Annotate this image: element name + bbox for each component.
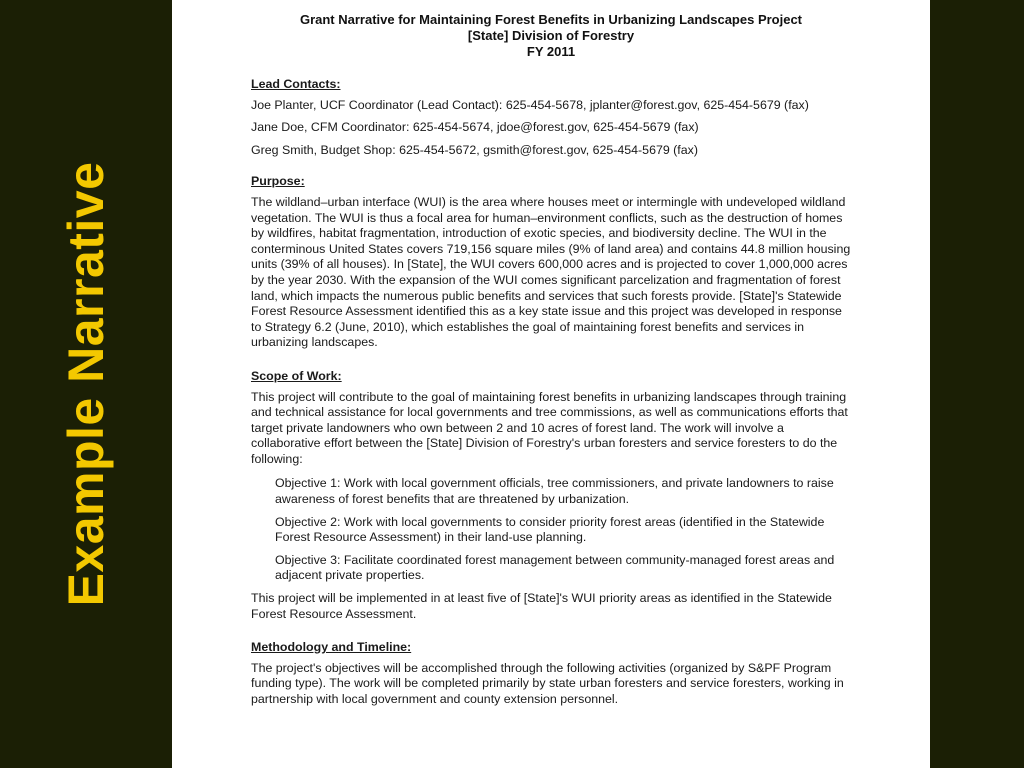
document-agency: [State] Division of Forestry: [467, 28, 635, 43]
document-fiscal-year: FY 2011: [526, 44, 576, 59]
scope-heading: Scope of Work:: [251, 368, 342, 383]
purpose-heading: Purpose:: [251, 174, 305, 189]
methodology-heading: Methodology and Timeline:: [251, 640, 412, 655]
right-margin-band: [930, 0, 1024, 768]
purpose-text: The wildland–urban interface (WUI) is the area where houses meet or intermingle with undeveloped wildland vegetation. The WUI is thus a focal area for human–environment conflicts, such as the destruction of homes by wildfires, habitat fragmentation, introduction of exotic species, and biodiversity decline. The WUI in the conterminous United States covers 719,156 square miles (9% of land area) and contains 44.8 million housing units (39% of all houses). In [State], the WUI covers 600,000 acres and is projected to cover 1,000,000 acres by the year 2030. With the expansion of the WUI comes significant parcelization and fragmentation of forest land, which impacts the numerous public benefits and services that such forests provide. [State]'s Statewide Forest Resource Assessment identified this as a key state issue and this project was developed in response to Strategy 6.2 (June, 2010), which establishes the goal of maintaining forest benefits and services in urbanizing landscapes.: [251, 194, 851, 350]
scope-closing: This project will be implemented in at least five of [State]'s WUI priority areas as identified in the Statewide Forest Resource Assessment.: [251, 591, 832, 621]
methodology-text: The project's objectives will be accomplished through the following activities (organized by S&PF Program funding type). The work will be completed primarily by state urban foresters and service foresters, working in partnership with local government and county extension personnel.: [251, 660, 844, 706]
document-title: Grant Narrative for Maintaining Forest Benefits in Urbanizing Landscapes Project: [299, 12, 803, 27]
lead-contacts-heading: Lead Contacts:: [251, 77, 341, 91]
document-body: [251, 77, 851, 717]
slide-title-band: [0, 0, 172, 768]
objective-item: Objective 3: Facilitate coordinated forest management between community-managed forest areas and adjacent private properties.: [275, 552, 835, 583]
objective-item: Objective 1: Work with local government officials, tree commissioners, and private landowners to raise awareness of forest benefits that are threatened by urbanization.: [275, 476, 834, 507]
scope-intro: This project will contribute to the goal of maintaining forest benefits in urbanizing landscapes through training and technical assistance for local governments and tree commissions, as well as communications efforts that target private landowners who own between 2 and 10 acres of forest land. The work will involve a collaborative effort between the [State] Division of Forestry's urban foresters and service foresters to do the following:: [251, 389, 848, 466]
objective-item: Objective 2: Work with local governments to consider priority forest areas (identified in the Statewide Forest Resource Assessment) in their land-use planning.: [275, 514, 825, 545]
contact-line: Joe Planter, UCF Coordinator (Lead Contact): 625-454-5678, jplanter@forest.gov, 625-454-5679 (fax): [251, 97, 809, 112]
slide-title: Example Narrative: [58, 161, 114, 607]
contact-line: Greg Smith, Budget Shop: 625-454-5672, gsmith@forest.gov, 625-454-5679 (fax): [251, 142, 698, 157]
document-page: [172, 0, 930, 768]
contact-line: Jane Doe, CFM Coordinator: 625-454-5674, jdoe@forest.gov, 625-454-5679 (fax): [251, 120, 699, 135]
document-header: [172, 12, 930, 60]
